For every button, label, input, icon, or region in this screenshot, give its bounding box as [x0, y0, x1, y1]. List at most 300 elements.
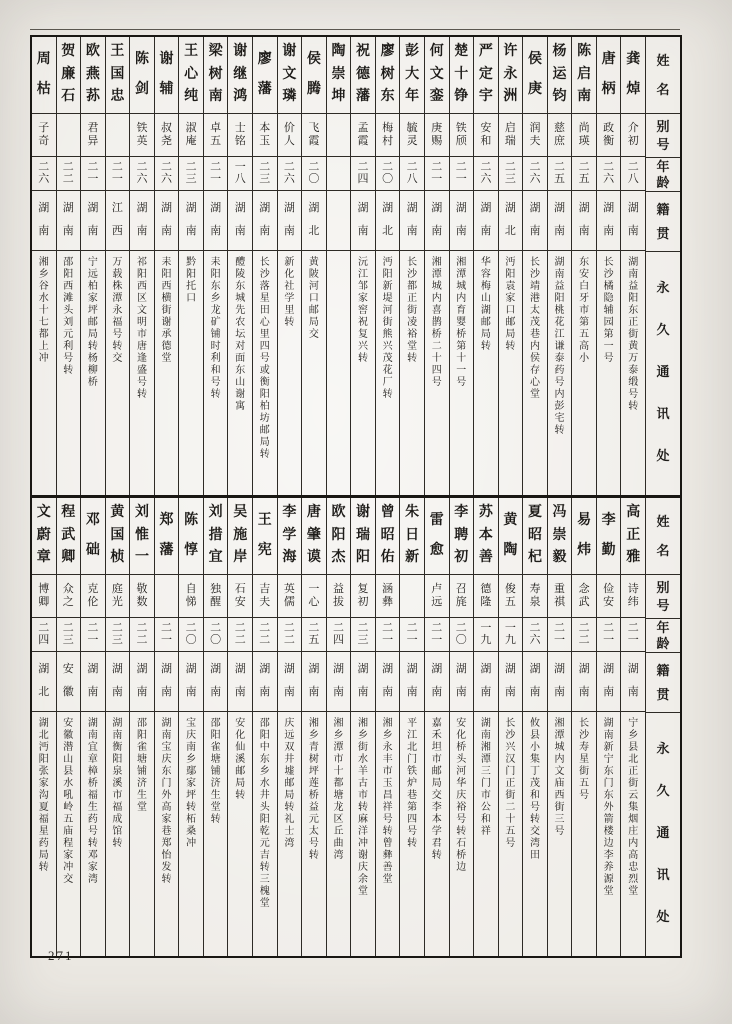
- native-cell: 湖 南: [130, 191, 154, 251]
- age-cell: 二 一: [425, 157, 449, 191]
- age-cell: 二 一: [204, 157, 228, 191]
- person-column: [620, 498, 645, 956]
- person-column: [105, 498, 130, 956]
- native-cell: 江 西: [106, 191, 130, 251]
- native-cell: 湖 北: [32, 652, 56, 712]
- address-cell: 安 徽 潜 山 县 水 吼 岭 五 庙 程 家 冲 交: [63, 717, 74, 885]
- header-age: 年 龄: [646, 158, 680, 192]
- age-cell: 二 八: [400, 157, 424, 191]
- name-cell: 程 武 卿: [57, 498, 81, 575]
- address-cell: 湘 乡 潭 市 十 都 塘 龙 区 丘 曲 湾: [333, 717, 344, 861]
- alias-cell: 俊 五: [499, 575, 523, 619]
- address-cell: 湘 乡 青 树 坪 莲 桥 益 元 太 号 转: [308, 717, 319, 861]
- person-column: [547, 37, 572, 495]
- name-cell: 楚 十 铮: [450, 37, 474, 114]
- address-cell: 长 沙 橘 隐 辅 园 第 一 号: [603, 256, 614, 364]
- person-column: [399, 498, 424, 956]
- address-cell: 醴 陵 东 城 先 农 坛 对 面 东 山 谢 寓: [235, 256, 246, 412]
- age-cell: 二 二: [253, 618, 277, 652]
- address-cell: 祁 阳 西 区 文 明 市 唐 逢 盛 号 转: [136, 256, 147, 400]
- alias-cell: 自 悌: [179, 575, 203, 619]
- name-cell: 谢 瑞 阳: [351, 498, 375, 575]
- address-cell: 沔 阳 袁 家 口 邮 局 转: [505, 256, 516, 352]
- person-column: [129, 37, 154, 495]
- native-cell: 安 徽: [57, 652, 81, 712]
- person-column: [375, 37, 400, 495]
- person-column: [80, 37, 105, 495]
- native-cell: 湖 南: [81, 191, 105, 251]
- age-cell: 一 八: [228, 157, 252, 191]
- age-cell: 二 三: [351, 618, 375, 652]
- name-cell: 侯 庚: [523, 37, 547, 114]
- age-cell: 二 一: [548, 618, 572, 652]
- age-cell: 二 五: [302, 618, 326, 652]
- person-column: [350, 37, 375, 495]
- native-cell: 湖 南: [179, 191, 203, 251]
- alias-cell: 启 瑞: [499, 114, 523, 158]
- address-cell: 华 容 梅 山 湖 邮 局 转: [480, 256, 491, 352]
- person-column: [449, 37, 474, 495]
- person-column: [105, 37, 130, 495]
- person-column: [571, 498, 596, 956]
- name-cell: 郑 藩: [155, 498, 179, 575]
- address-cell: 安 化 仙 溪 邮 局 转: [235, 717, 246, 801]
- name-cell: 黄 国 桢: [106, 498, 130, 575]
- person-column: [449, 498, 474, 956]
- address-cell: 湖 南 宜 章 樟 桥 福 生 药 号 转 邓 家 湾: [87, 717, 98, 885]
- native-cell: [327, 191, 351, 251]
- native-cell: 湖 南: [327, 652, 351, 712]
- person-column: [252, 498, 277, 956]
- address-cell: 湖 北 沔 阳 张 家 沟 夏 福 星 药 局 转: [38, 717, 49, 873]
- name-cell: 彭 大 年: [400, 37, 424, 114]
- address-cell: 宝 庆 南 乡 鄢 家 坪 转 柘 桑 冲: [186, 717, 197, 849]
- native-cell: 湖 南: [351, 191, 375, 251]
- alias-cell: 俭 安: [597, 575, 621, 619]
- age-cell: 二 三: [106, 618, 130, 652]
- person-column: [473, 37, 498, 495]
- alias-cell: 吉 夫: [253, 575, 277, 619]
- address-cell: 湘 乡 永 丰 市 玉 昌 祥 号 转 曾 彝 善 堂: [382, 717, 393, 885]
- alias-cell: 重 祺: [548, 575, 572, 619]
- name-cell: 夏 昭 杞: [523, 498, 547, 575]
- name-cell: 高 正 雅: [621, 498, 645, 575]
- alias-cell: 飞 霞: [302, 114, 326, 158]
- name-cell: 王 宪: [253, 498, 277, 575]
- age-cell: 二 〇: [302, 157, 326, 191]
- alias-cell: 召 旄: [450, 575, 474, 619]
- name-cell: 祝 德 藩: [351, 37, 375, 114]
- address-cell: 黔 阳 托 口: [186, 256, 197, 304]
- person-column: [326, 498, 351, 956]
- name-cell: 龚 焯: [621, 37, 645, 114]
- address-cell: 湖 南 宝 庆 东 门 外 高 家 巷 郑 怡 发 转: [161, 717, 172, 885]
- native-cell: 湖 南: [81, 652, 105, 712]
- native-cell: 湖 南: [548, 652, 572, 712]
- address-cell: 邵 阳 西 滩 头 刘 元 利 号 转: [63, 256, 74, 376]
- name-cell: 谢 继 鸿: [228, 37, 252, 114]
- native-cell: 湖 南: [597, 652, 621, 712]
- name-cell: 曾 昭 佑: [376, 498, 400, 575]
- alias-cell: 庚 赐: [425, 114, 449, 158]
- person-column: [547, 498, 572, 956]
- header-alias: 别 号: [646, 575, 680, 619]
- name-cell: 李 学 海: [278, 498, 302, 575]
- name-cell: 陈 惇: [179, 498, 203, 575]
- alias-cell: 士 铭: [228, 114, 252, 158]
- age-cell: 二 四: [32, 618, 56, 652]
- alias-cell: 复 初: [351, 575, 375, 619]
- person-column: [596, 498, 621, 956]
- address-cell: 耒 阳 东 乡 龙 矿 铺 时 利 和 号 转: [210, 256, 221, 400]
- age-cell: 二 六: [523, 618, 547, 652]
- alias-cell: 安 和: [474, 114, 498, 158]
- name-cell: 谢 辅: [155, 37, 179, 114]
- native-cell: 湖 南: [621, 652, 645, 712]
- age-cell: 二 六: [278, 157, 302, 191]
- native-cell: 湖 南: [499, 652, 523, 712]
- address-cell: 万 载 株 潭 永 福 号 转 交: [112, 256, 123, 364]
- alias-cell: 敬 数: [130, 575, 154, 619]
- name-cell: 何 文 銮: [425, 37, 449, 114]
- person-column: [32, 37, 56, 495]
- name-cell: 唐 柄: [597, 37, 621, 114]
- alias-cell: 润 夫: [523, 114, 547, 158]
- name-cell: 廖 树 东: [376, 37, 400, 114]
- name-cell: 刘 惟 一: [130, 498, 154, 575]
- age-cell: 二 一: [450, 157, 474, 191]
- age-cell: 二 一: [81, 618, 105, 652]
- alias-cell: 尚 瑛: [572, 114, 596, 158]
- header-native: 籍 贯: [646, 653, 680, 713]
- alias-cell: 铁 英: [130, 114, 154, 158]
- native-cell: 湖 北: [376, 191, 400, 251]
- age-cell: 一 九: [499, 618, 523, 652]
- age-cell: 二 〇: [204, 618, 228, 652]
- native-cell: 湖 南: [130, 652, 154, 712]
- native-cell: 湖 南: [302, 652, 326, 712]
- address-cell: 嘉 禾 坦 市 邮 局 交 李 本 学 君 转: [431, 717, 442, 861]
- alias-cell: 慈 庶: [548, 114, 572, 158]
- native-cell: 湖 南: [204, 191, 228, 251]
- address-cell: 宁 乡 县 北 正 街 云 集 烟 庄 内 高 忠 烈 堂: [628, 717, 639, 897]
- native-cell: 湖 南: [474, 652, 498, 712]
- address-cell: 湘 乡 谷 水 十 七 都 上 冲: [38, 256, 49, 364]
- name-cell: 周 枯: [32, 37, 56, 114]
- alias-cell: 子 奇: [32, 114, 56, 158]
- native-cell: 湖 南: [376, 652, 400, 712]
- address-cell: 长 沙 靖 港 太 茂 巷 内 侯 存 心 堂: [529, 256, 540, 400]
- native-cell: 湖 南: [106, 652, 130, 712]
- age-cell: 二 四: [351, 157, 375, 191]
- alias-cell: 梅 村: [376, 114, 400, 158]
- age-cell: 一 九: [474, 618, 498, 652]
- person-column: [473, 498, 498, 956]
- name-cell: 李 聘 初: [450, 498, 474, 575]
- person-column: [252, 37, 277, 495]
- alias-cell: 毓 灵: [400, 114, 424, 158]
- address-cell: 湖 南 湘 潭 三 门 市 公 和 祥: [480, 717, 491, 837]
- name-cell: 文 蔚 章: [32, 498, 56, 575]
- top-hairline-rule: [30, 29, 680, 30]
- person-column: [498, 498, 523, 956]
- native-cell: 湖 南: [400, 652, 424, 712]
- address-cell: 长 沙 寿 星 街 五 号: [579, 717, 590, 801]
- address-cell: 湖 南 衡 阳 泉 溪 市 福 成 馆 转: [112, 717, 123, 849]
- address-cell: 长 沙 落 星 田 心 里 四 号 或 衡 阳 柏 坊 邮 局 转: [259, 256, 270, 460]
- age-cell: 二 三: [499, 157, 523, 191]
- native-cell: 湖 南: [351, 652, 375, 712]
- person-column: [154, 498, 179, 956]
- native-cell: 湖 南: [278, 652, 302, 712]
- person-column: [129, 498, 154, 956]
- header-address: 永 久 通 讯 处: [656, 741, 670, 924]
- header-alias: 别 号: [646, 114, 680, 158]
- header-name: 姓 名: [646, 498, 680, 575]
- age-cell: 二 二: [57, 157, 81, 191]
- page-number: 271: [48, 948, 74, 963]
- person-column: [203, 37, 228, 495]
- age-cell: 二 一: [155, 618, 179, 652]
- name-cell: 欧 阳 杰: [327, 498, 351, 575]
- name-cell: 陈 启 南: [572, 37, 596, 114]
- header-column: [645, 37, 680, 495]
- person-column: [203, 498, 228, 956]
- name-cell: 苏 本 善: [474, 498, 498, 575]
- age-cell: 二 二: [130, 618, 154, 652]
- native-cell: 湖 南: [474, 191, 498, 251]
- age-cell: 二 二: [572, 618, 596, 652]
- directory-table-bottom: [30, 496, 682, 958]
- name-cell: 王 国 忠: [106, 37, 130, 114]
- person-column: [326, 37, 351, 495]
- person-column: [277, 37, 302, 495]
- header-native: 籍 贯: [646, 192, 680, 252]
- address-cell: 黄 陂 河 口 邮 局 交: [308, 256, 319, 340]
- age-cell: 二 〇: [376, 157, 400, 191]
- native-cell: 湖 南: [179, 652, 203, 712]
- person-column: [424, 37, 449, 495]
- address-cell: 庆 远 双 井 墟 邮 局 转 礼 士 湾: [284, 717, 295, 849]
- person-column: [375, 498, 400, 956]
- person-column: [277, 498, 302, 956]
- name-cell: 易 炜: [572, 498, 596, 575]
- age-cell: 二 五: [572, 157, 596, 191]
- native-cell: 湖 南: [400, 191, 424, 251]
- person-column: [178, 37, 203, 495]
- address-cell: 邵 阳 中 东 乡 水 井 头 阳 乾 元 吉 转 三 槐 堂: [259, 717, 270, 909]
- address-cell: 攸 县 小 集 丁 茂 和 号 转 交 湾 田: [529, 717, 540, 861]
- name-cell: 李 勤: [597, 498, 621, 575]
- address-cell: 湘 潭 城 内 育 婴 桥 第 十 一 号: [456, 256, 467, 388]
- age-cell: 二 一: [597, 618, 621, 652]
- name-cell: 黄 陶: [499, 498, 523, 575]
- alias-cell: 庭 光: [106, 575, 130, 619]
- name-cell: 严 定 宇: [474, 37, 498, 114]
- alias-cell: 介 初: [621, 114, 645, 158]
- directory-table-top: [30, 35, 682, 497]
- alias-cell: 寿 泉: [523, 575, 547, 619]
- person-column: [227, 37, 252, 495]
- address-cell: 安 化 桥 头 河 华 庆 裕 号 转 石 桥 边: [456, 717, 467, 873]
- alias-cell: [57, 114, 81, 158]
- person-column: [227, 498, 252, 956]
- address-cell: 湘 乡 街 水 羊 古 市 转 麻 洋 冲 谢 庆 余 堂: [358, 717, 369, 897]
- name-cell: 吴 施 岸: [228, 498, 252, 575]
- name-cell: 许 永 洲: [499, 37, 523, 114]
- alias-cell: 博 卿: [32, 575, 56, 619]
- address-cell: 耒 阳 西 横 街 谢 承 德 堂: [161, 256, 172, 364]
- native-cell: 湖 南: [450, 652, 474, 712]
- age-cell: 二 一: [376, 618, 400, 652]
- alias-cell: 众 之: [57, 575, 81, 619]
- name-cell: 王 心 纯: [179, 37, 203, 114]
- address-cell: 邵 阳 雀 塘 铺 济 生 堂 转: [210, 717, 221, 825]
- age-cell: 二 六: [523, 157, 547, 191]
- native-cell: 湖 北: [499, 191, 523, 251]
- native-cell: 湖 南: [228, 652, 252, 712]
- person-column: [571, 37, 596, 495]
- name-cell: 雷 愈: [425, 498, 449, 575]
- age-cell: [327, 157, 351, 191]
- age-cell: 二 四: [327, 618, 351, 652]
- person-column: [399, 37, 424, 495]
- address-cell: 新 化 社 学 里 转: [284, 256, 295, 328]
- age-cell: 二 六: [130, 157, 154, 191]
- person-column: [301, 498, 326, 956]
- age-cell: 二 一: [400, 618, 424, 652]
- person-column: [522, 37, 547, 495]
- native-cell: 湖 南: [572, 652, 596, 712]
- person-column: [522, 498, 547, 956]
- address-cell: 沔 阳 新 堤 河 街 熊 兴 茂 花 厂 转: [382, 256, 393, 400]
- age-cell: 二 六: [597, 157, 621, 191]
- native-cell: 湖 南: [548, 191, 572, 251]
- age-cell: 二 一: [425, 618, 449, 652]
- alias-cell: [106, 114, 130, 158]
- age-cell: 二 八: [621, 157, 645, 191]
- header-age: 年 龄: [646, 619, 680, 653]
- alias-cell: 铁 颀: [450, 114, 474, 158]
- age-cell: 二 三: [253, 157, 277, 191]
- native-cell: 湖 南: [450, 191, 474, 251]
- age-cell: 二 二: [278, 618, 302, 652]
- age-cell: 二 一: [621, 618, 645, 652]
- age-cell: 二 六: [32, 157, 56, 191]
- alias-cell: 淑 庵: [179, 114, 203, 158]
- age-cell: 二 五: [548, 157, 572, 191]
- native-cell: 湖 南: [155, 652, 179, 712]
- name-cell: 陶 崇 坤: [327, 37, 351, 114]
- person-column: [301, 37, 326, 495]
- age-cell: 二 一: [106, 157, 130, 191]
- address-cell: 平 江 北 门 铁 炉 巷 第 四 号 转: [407, 717, 418, 849]
- age-cell: 二 一: [81, 157, 105, 191]
- alias-cell: [327, 114, 351, 158]
- native-cell: 湖 南: [621, 191, 645, 251]
- name-cell: 陈 剑: [130, 37, 154, 114]
- name-cell: 朱 日 新: [400, 498, 424, 575]
- address-cell: 湘 潭 城 内 喜 鹊 桥 二 十 四 号: [431, 256, 442, 388]
- header-address: 永 久 通 讯 处: [656, 280, 670, 463]
- native-cell: 湖 南: [228, 191, 252, 251]
- native-cell: 湖 南: [253, 652, 277, 712]
- address-cell: 宁 远 柏 家 坪 邮 局 转 杨 柳 桥: [87, 256, 98, 388]
- address-cell: 沅 江 邹 家 窖 祝 复 兴 转: [358, 256, 369, 364]
- native-cell: 湖 南: [253, 191, 277, 251]
- name-cell: 冯 崇 毅: [548, 498, 572, 575]
- address-cell: 湘 潭 城 内 文 庙 西 街 三 号: [554, 717, 565, 837]
- native-cell: 湖 南: [523, 652, 547, 712]
- alias-cell: 克 伦: [81, 575, 105, 619]
- alias-cell: 德 隆: [474, 575, 498, 619]
- native-cell: 湖 南: [597, 191, 621, 251]
- person-column: [80, 498, 105, 956]
- alias-cell: 叔 尧: [155, 114, 179, 158]
- age-cell: 二 〇: [179, 618, 203, 652]
- header-column: [645, 498, 680, 956]
- native-cell: 湖 南: [523, 191, 547, 251]
- alias-cell: 念 武: [572, 575, 596, 619]
- age-cell: 二 六: [155, 157, 179, 191]
- person-column: [56, 498, 81, 956]
- address-cell: 邵 阳 雀 塘 铺 济 生 堂: [136, 717, 147, 813]
- name-cell: 侯 腾: [302, 37, 326, 114]
- age-cell: 二 三: [179, 157, 203, 191]
- native-cell: 湖 南: [204, 652, 228, 712]
- age-cell: 二 二: [228, 618, 252, 652]
- alias-cell: 本 玉: [253, 114, 277, 158]
- name-cell: 贺 廉 石: [57, 37, 81, 114]
- alias-cell: [155, 575, 179, 619]
- alias-cell: 一 心: [302, 575, 326, 619]
- native-cell: 湖 南: [425, 652, 449, 712]
- person-column: [350, 498, 375, 956]
- address-cell: 湖 南 新 宁 东 门 东 外 箭 楼 边 李 养 源 堂: [603, 717, 614, 897]
- alias-cell: [400, 575, 424, 619]
- name-cell: 邓 础: [81, 498, 105, 575]
- alias-cell: 益 拔: [327, 575, 351, 619]
- person-column: [498, 37, 523, 495]
- person-column: [596, 37, 621, 495]
- alias-cell: 价 人: [278, 114, 302, 158]
- age-cell: 二 三: [57, 618, 81, 652]
- person-column: [154, 37, 179, 495]
- native-cell: 湖 南: [572, 191, 596, 251]
- age-cell: 二 六: [474, 157, 498, 191]
- person-column: [32, 498, 56, 956]
- name-cell: 杨 运 钧: [548, 37, 572, 114]
- alias-cell: 涵 彝: [376, 575, 400, 619]
- native-cell: 湖 南: [57, 191, 81, 251]
- alias-cell: 政 衡: [597, 114, 621, 158]
- address-cell: 长 沙 都 正 街 凌 裕 堂 转: [407, 256, 418, 364]
- address-cell: [327, 251, 351, 495]
- alias-cell: 君 异: [81, 114, 105, 158]
- alias-cell: 孟 霞: [351, 114, 375, 158]
- alias-cell: 石 安: [228, 575, 252, 619]
- name-cell: 欧 燕 荪: [81, 37, 105, 114]
- alias-cell: 英 儒: [278, 575, 302, 619]
- address-cell: 湖 南 益 阳 桃 花 江 谦 泰 药 号 内 彭 宅 转: [554, 256, 565, 436]
- name-cell: 梁 树 南: [204, 37, 228, 114]
- native-cell: 湖 北: [302, 191, 326, 251]
- person-column: [178, 498, 203, 956]
- name-cell: 唐 肇 谟: [302, 498, 326, 575]
- name-cell: 廖 藩: [253, 37, 277, 114]
- native-cell: 湖 南: [155, 191, 179, 251]
- address-cell: 湖 南 益 阳 东 正 街 黄 万 泰 缎 号 转: [628, 256, 639, 412]
